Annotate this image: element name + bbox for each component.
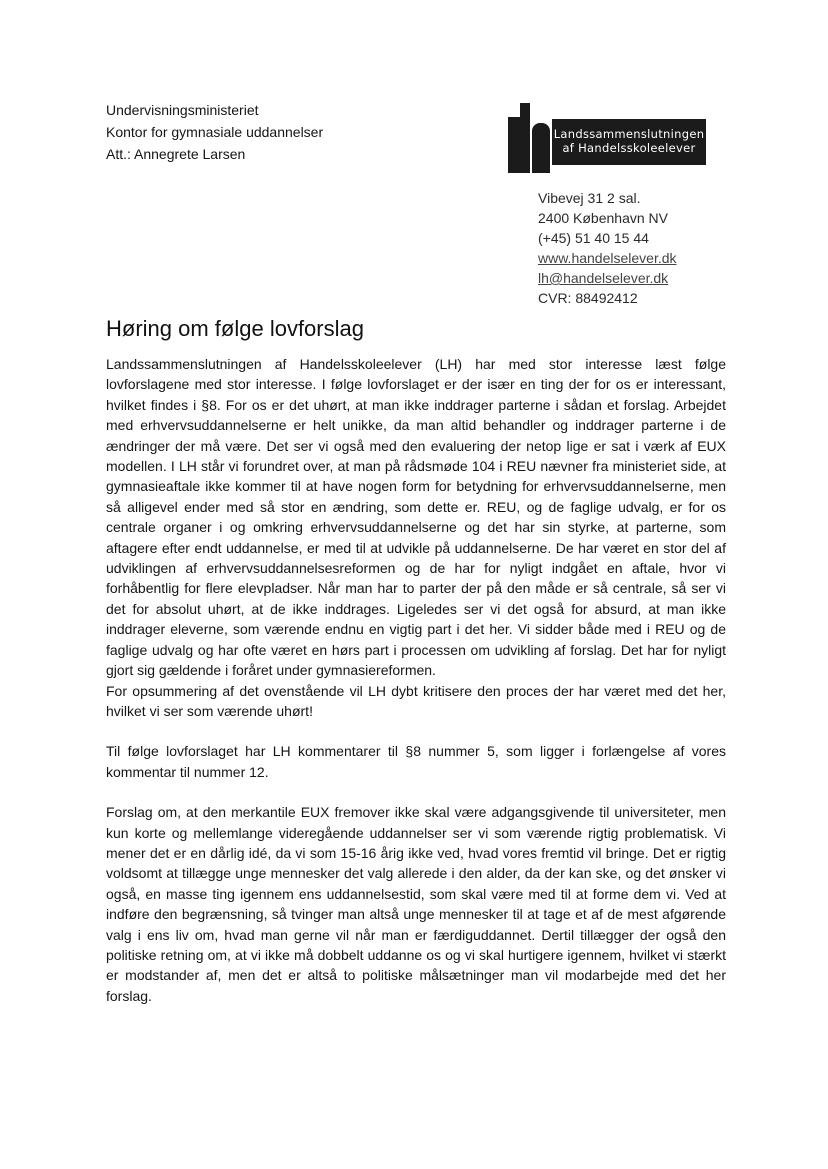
lh-logo-mark-icon xyxy=(506,103,556,177)
document-title: Høring om følge lovforslag xyxy=(106,316,364,341)
sender-cvr: CVR: 88492412 xyxy=(538,290,638,306)
document-body xyxy=(106,354,726,1006)
sender-phone: (+45) 51 40 15 44 xyxy=(538,230,649,246)
recipient-line-ministry: Undervisningsministeriet xyxy=(106,102,259,118)
sender-city: 2400 København NV xyxy=(538,210,668,226)
sender-email-link[interactable]: lh@handelselever.dk xyxy=(538,270,669,286)
sender-website-link[interactable]: www.handelselever.dk xyxy=(538,250,677,266)
recipient-address xyxy=(106,99,323,165)
sender-street: Vibevej 31 2 sal. xyxy=(538,190,641,206)
paragraph-summary: For opsummering af det ovenstående vil LH dybt kritisere den proces der har været med det her, hvilket vi ser som værende uhørt! xyxy=(106,682,726,719)
logo-banner xyxy=(552,119,706,165)
sender-address xyxy=(538,188,677,308)
recipient-line-office: Kontor for gymnasiale uddannelser xyxy=(106,124,324,140)
paragraph-comments: Til følge lovforslaget har LH kommentarer til §8 nummer 5, som ligger i forlængelse af vores kommentar til nummer 12. xyxy=(106,743,726,780)
paragraph-intro: Landssammenslutningen af Handelsskoleelever (LH) har med stor interesse læst følge lovforslagene med stor interesse. I følge lovforslaget er der især en ting der for os er interessant, hvilket findes i §8. For os er det uhørt, at man ikke inddrager parterne i sådan et forslag. Arbejdet med erhvervsuddannelserne er helt unikke, da man altid behandler og inddrager parterne i de ændringer der må være. Det ser vi også med den evaluering der netop lige er sat i værk af EUX modellen. I LH står vi forundret over, at man på rådsmøde 104 i REU nævner fra ministeriet side, at gymnasieaftale ikke kommer til at have nogen form for betydning for erhvervsuddannelserne, men så alligevel ender med så stor en ændring, som dette er. REU, og de faglige udvalg, er for os centrale organer i og omkring erhvervsuddannelserne og det har sin styrke, at parterne, som aftagere efter endt uddannelse, er med til at udvikle på uddannelserne. De har været en stor del af udviklingen af erhvervsuddannelsesreformen og de har for nyligt indgået en aftale, hvor vi forhåbentlig for flere elevpladser. Når man har to parter der på den måde er så centrale, så ser vi det for absolut uhørt, at de ikke inddrages. Ligeledes ser vi det også for absurd, at man ikke inddrager eleverne, som værende endnu en vigtig part i det her. Vi sidder både med i REU og de faglige udvalg og har ofte været en hørs part i processen om udvikling af forslag. Det har for nyligt gjort sig gældende i foråret under gymnasiereformen. xyxy=(106,356,726,679)
recipient-line-attention: Att.: Annegrete Larsen xyxy=(106,146,246,162)
lh-logo xyxy=(506,103,714,177)
logo-text-line2: af Handelsskoleelever xyxy=(562,141,696,155)
paragraph-proposal: Forslag om, at den merkantile EUX fremover ikke skal være adgangsgivende til universiteter, men kun korte og mellemlange videregående uddannelser ser vi som værende rigtig problematisk. Vi mener det er en dårlig idé, da vi som 15-16 årig ikke ved, hvad vores fremtid vil bringe. Det er rigtig voldsomt at tillægge unge mennesker det valg allerede i den alder, da der kan ske, og det ønsker vi også, en masse ting igennem ens uddannelsestid, som skal være med til at forme dem vi. Ved at indføre den begrænsning, så tvinger man altså unge mennesker til at tage et af de mest afgørende valg i ens liv om, hvad man gerne vil når man er færdiguddannet. Dertil tillægger der også den politiske retning om, at vi ikke må dobbelt uddanne os og vi skal hurtigere igennem, hvilket vi stærkt er modstander af, men det er altså to politiske målsætninger man vil modarbejde med det her forslag. xyxy=(106,804,726,1004)
logo-text-line1: Landssammenslutningen xyxy=(553,127,705,141)
